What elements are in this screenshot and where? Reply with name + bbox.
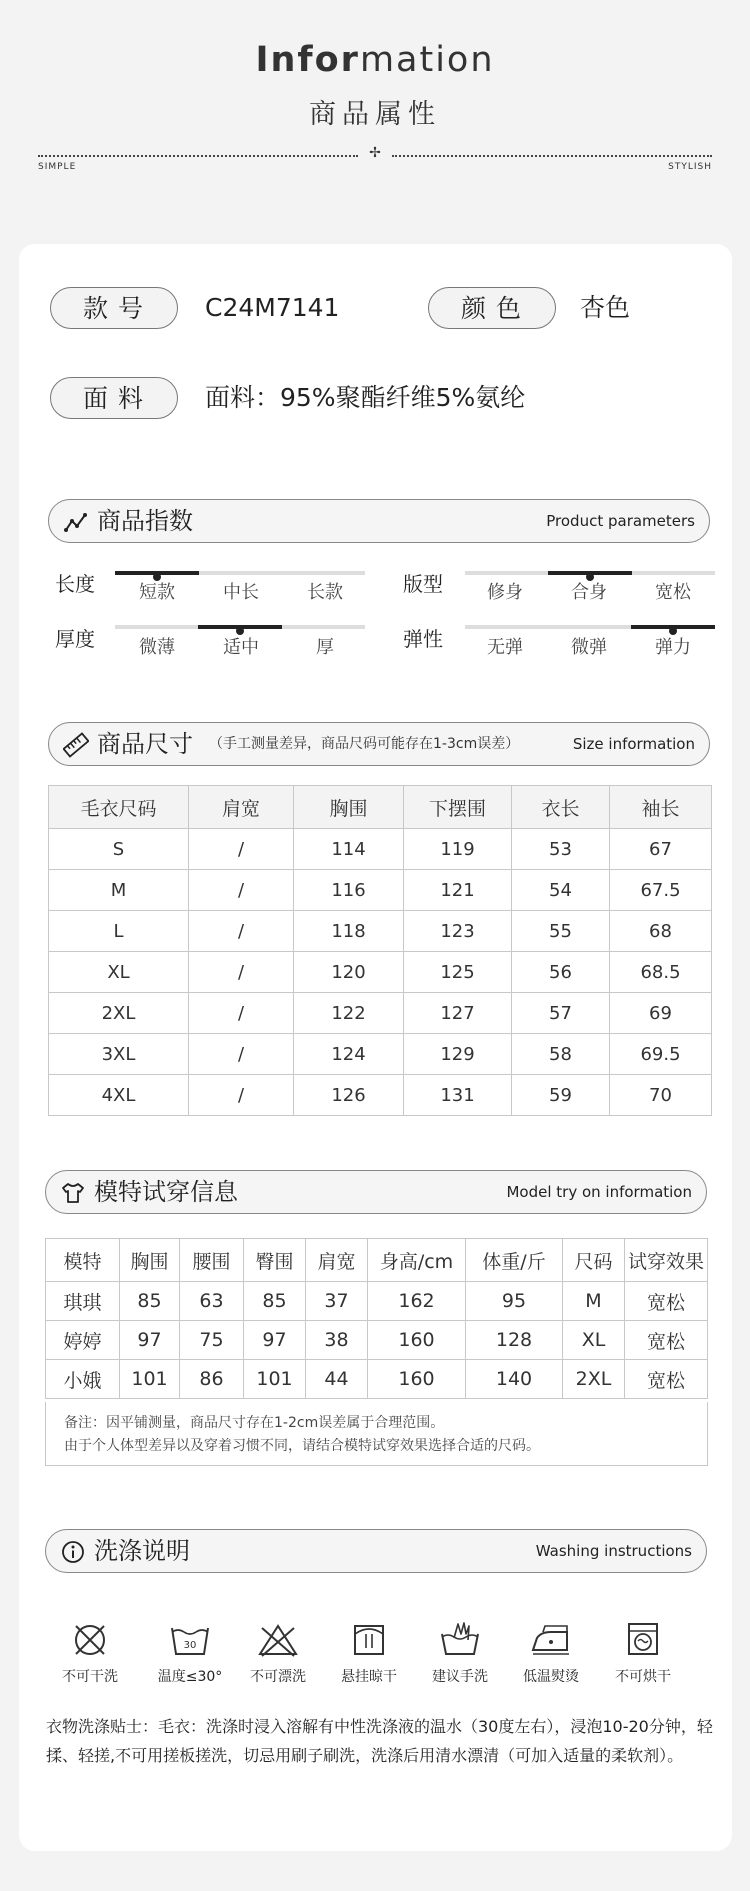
fabric-label: 面料 [50, 377, 178, 419]
param-fit-selected [548, 571, 632, 575]
params-section-en: Product parameters [546, 512, 695, 530]
size-table-cell: 53 [512, 829, 610, 870]
wash-label: 悬挂晾干 [341, 1669, 397, 1685]
size-table-cell: / [189, 1075, 294, 1116]
size-table-cell: 54 [512, 870, 610, 911]
wash-item-hand-wash [420, 1620, 500, 1686]
wash-30-icon [168, 1620, 212, 1660]
size-table-cell: 69.5 [610, 1034, 712, 1075]
svg-text:30: 30 [183, 1640, 197, 1651]
model-table-cell: M [563, 1282, 625, 1321]
tshirt-icon [60, 1180, 86, 1206]
size-table-cell: / [189, 829, 294, 870]
size-table-cell: 68 [610, 911, 712, 952]
param-fit-option: 合身 [571, 582, 607, 603]
size-table-cell: 67.5 [610, 870, 712, 911]
size-table-cell: S [49, 829, 189, 870]
model-table-cell: 160 [368, 1321, 466, 1360]
size-table-row [49, 911, 712, 952]
size-table-row [49, 952, 712, 993]
model-table-header: 腰围 [180, 1239, 244, 1282]
size-table-cell: 69 [610, 993, 712, 1034]
model-table-row [46, 1321, 708, 1360]
size-table-header: 衣长 [512, 786, 610, 829]
size-table-cell: 118 [294, 911, 404, 952]
model-table-header: 体重/斤 [466, 1239, 563, 1282]
model-table-cell: 85 [244, 1282, 306, 1321]
model-note-line: 由于个人体型差异以及穿着习惯不同，请结合模特试穿效果选择合适的尺码。 [64, 1438, 540, 1454]
wash-label: 建议手洗 [432, 1669, 488, 1685]
fabric-value: 面料：95%聚酯纤维5%氨纶 [205, 383, 526, 412]
size-table-cell: 129 [404, 1034, 512, 1075]
model-table-cell: XL [563, 1321, 625, 1360]
low-iron-icon [529, 1620, 573, 1660]
wash-label: 低温熨烫 [523, 1669, 579, 1685]
model-table-cell: 小娥 [46, 1360, 120, 1399]
model-table-header: 胸围 [120, 1239, 180, 1282]
param-thickness-selected [198, 625, 282, 629]
size-table-cell: 127 [404, 993, 512, 1034]
wash-item-no-dry-clean [50, 1620, 130, 1686]
size-section-title: 商品尺寸 [97, 730, 193, 758]
hang-dry-icon [349, 1620, 389, 1660]
model-table-cell: 宽松 [625, 1282, 708, 1321]
size-table-row [49, 1075, 712, 1116]
cross-ornament-icon: ✢ [369, 145, 381, 161]
ruler-icon [63, 732, 89, 758]
info-circle-icon [60, 1539, 86, 1565]
model-table-header: 试穿效果 [625, 1239, 708, 1282]
model-table-header: 尺码 [563, 1239, 625, 1282]
wash-item-low-iron [511, 1620, 591, 1686]
size-table-cell: 57 [512, 993, 610, 1034]
size-table-row [49, 870, 712, 911]
param-fit-label: 版型 [403, 572, 443, 596]
param-elasticity-option: 无弹 [487, 637, 523, 658]
param-thickness-label: 厚度 [55, 627, 95, 651]
size-table-cell: 59 [512, 1075, 610, 1116]
size-table-cell: 4XL [49, 1075, 189, 1116]
size-table-cell: / [189, 993, 294, 1034]
size-table-header: 袖长 [610, 786, 712, 829]
model-table-cell: 86 [180, 1360, 244, 1399]
model-table-cell: 琪琪 [46, 1282, 120, 1321]
size-table-cell: 58 [512, 1034, 610, 1075]
simple-tag: SIMPLE [38, 162, 77, 172]
size-table [48, 785, 712, 1116]
model-note-box [45, 1402, 708, 1466]
page-title: Information [255, 40, 495, 80]
style-number-value: C24M7141 [205, 293, 340, 322]
param-length-option: 长款 [307, 582, 343, 603]
model-section-header [45, 1170, 707, 1214]
size-table-cell: / [189, 911, 294, 952]
model-table-cell: 63 [180, 1282, 244, 1321]
size-table-cell: L [49, 911, 189, 952]
wash-label: 不可烘干 [615, 1669, 671, 1685]
params-section-header [48, 499, 710, 543]
wash-item-no-bleach [238, 1620, 318, 1686]
model-table-cell: 101 [244, 1360, 306, 1399]
size-table-cell: 67 [610, 829, 712, 870]
size-section-header [48, 722, 710, 766]
wash-item-no-tumble-dry [603, 1620, 683, 1686]
no-tumble-dry-icon [623, 1620, 663, 1660]
size-table-cell: 55 [512, 911, 610, 952]
wash-item-30 [150, 1620, 230, 1686]
size-table-row [49, 1034, 712, 1075]
size-table-cell: 68.5 [610, 952, 712, 993]
color-value: 杏色 [580, 293, 631, 322]
size-table-cell: M [49, 870, 189, 911]
model-table-cell: 宽松 [625, 1360, 708, 1399]
color-label: 颜色 [428, 287, 556, 329]
model-table-cell: 140 [466, 1360, 563, 1399]
size-table-cell: 120 [294, 952, 404, 993]
model-table-cell: 75 [180, 1321, 244, 1360]
model-table-cell: 44 [306, 1360, 368, 1399]
size-table-cell: / [189, 870, 294, 911]
model-section-title: 模特试穿信息 [94, 1178, 238, 1206]
stylish-tag: STYLISH [668, 162, 712, 172]
chart-line-icon [63, 509, 89, 535]
size-table-cell: 70 [610, 1075, 712, 1116]
model-table-cell: 101 [120, 1360, 180, 1399]
model-table-cell: 85 [120, 1282, 180, 1321]
wash-section-header [45, 1529, 707, 1573]
page-subtitle: 商品属性 [309, 99, 441, 130]
size-table-header-row [49, 786, 712, 829]
model-table-cell: 97 [244, 1321, 306, 1360]
size-table-header: 胸围 [294, 786, 404, 829]
wash-tip-text: 衣物洗涤贴士：毛衣：洗涤时浸入溶解有中性洗涤液的温水（30度左右），浸泡10-20分钟，轻揉、轻搓,不可用搓板搓洗，切忌用刷子刷洗，洗涤后用清水漂清（可加入适量的柔软剂）。 [46, 1717, 713, 1765]
model-table-cell: 37 [306, 1282, 368, 1321]
size-table-cell: / [189, 952, 294, 993]
size-table-header: 肩宽 [189, 786, 294, 829]
param-elasticity-option: 弹力 [655, 637, 691, 658]
model-section-en: Model try on information [506, 1183, 692, 1201]
model-table-row [46, 1282, 708, 1321]
wash-label: 不可干洗 [62, 1669, 118, 1685]
model-table-cell: 160 [368, 1360, 466, 1399]
size-table-header: 下摆围 [404, 786, 512, 829]
wash-label: 温度≤30° [157, 1669, 223, 1685]
param-fit-option: 修身 [487, 582, 523, 603]
param-fit-option: 宽松 [655, 582, 691, 603]
size-table-cell: 56 [512, 952, 610, 993]
divider-left [38, 155, 358, 157]
model-table-header: 身高/cm [368, 1239, 466, 1282]
model-table-row [46, 1360, 708, 1399]
size-table-cell: 116 [294, 870, 404, 911]
size-table-row [49, 829, 712, 870]
model-table-cell: 宽松 [625, 1321, 708, 1360]
size-table-cell: 124 [294, 1034, 404, 1075]
model-table-cell: 128 [466, 1321, 563, 1360]
model-table-header: 模特 [46, 1239, 120, 1282]
no-bleach-icon [256, 1620, 300, 1660]
size-section-en: Size information [572, 735, 695, 753]
model-table [45, 1238, 708, 1399]
hand-wash-icon [438, 1620, 482, 1660]
size-table-cell: XL [49, 952, 189, 993]
model-table-cell: 97 [120, 1321, 180, 1360]
model-table-cell: 2XL [563, 1360, 625, 1399]
param-thickness-option: 厚 [316, 637, 334, 658]
param-elasticity-selected [631, 625, 715, 629]
no-dry-clean-icon [70, 1620, 110, 1660]
size-table-cell: / [189, 1034, 294, 1075]
wash-section-en: Washing instructions [535, 1542, 692, 1560]
size-table-cell: 131 [404, 1075, 512, 1116]
param-elasticity-label: 弹性 [403, 627, 443, 651]
model-table-cell: 婷婷 [46, 1321, 120, 1360]
wash-item-hang-dry [329, 1620, 409, 1686]
size-table-header: 毛衣尺码 [49, 786, 189, 829]
size-table-cell: 3XL [49, 1034, 189, 1075]
size-table-cell: 125 [404, 952, 512, 993]
wash-label: 不可漂洗 [250, 1669, 306, 1685]
model-table-cell: 38 [306, 1321, 368, 1360]
param-length-label: 长度 [55, 572, 95, 596]
wash-section-title: 洗涤说明 [94, 1537, 190, 1565]
param-length-option: 中长 [223, 582, 259, 603]
divider-right [392, 155, 712, 157]
size-table-cell: 119 [404, 829, 512, 870]
size-table-cell: 123 [404, 911, 512, 952]
model-table-header: 肩宽 [306, 1239, 368, 1282]
param-length-selected [115, 571, 199, 575]
size-table-cell: 2XL [49, 993, 189, 1034]
style-number-label: 款号 [50, 287, 178, 329]
param-length-option: 短款 [139, 582, 175, 603]
model-table-header: 臀围 [244, 1239, 306, 1282]
size-table-row [49, 993, 712, 1034]
param-thickness-option: 适中 [223, 637, 259, 658]
size-table-cell: 114 [294, 829, 404, 870]
model-note-line: 备注：因平铺测量，商品尺寸存在1-2cm误差属于合理范围。 [64, 1415, 445, 1431]
model-table-cell: 95 [466, 1282, 563, 1321]
size-table-cell: 121 [404, 870, 512, 911]
param-elasticity-option: 微弹 [571, 637, 607, 658]
model-table-cell: 162 [368, 1282, 466, 1321]
model-table-header-row [46, 1239, 708, 1282]
param-thickness-option: 微薄 [139, 637, 175, 658]
size-section-note: （手工测量差异，商品尺码可能存在1-3cm误差） [209, 736, 520, 752]
params-section-title: 商品指数 [97, 507, 193, 535]
size-table-cell: 122 [294, 993, 404, 1034]
size-table-cell: 126 [294, 1075, 404, 1116]
